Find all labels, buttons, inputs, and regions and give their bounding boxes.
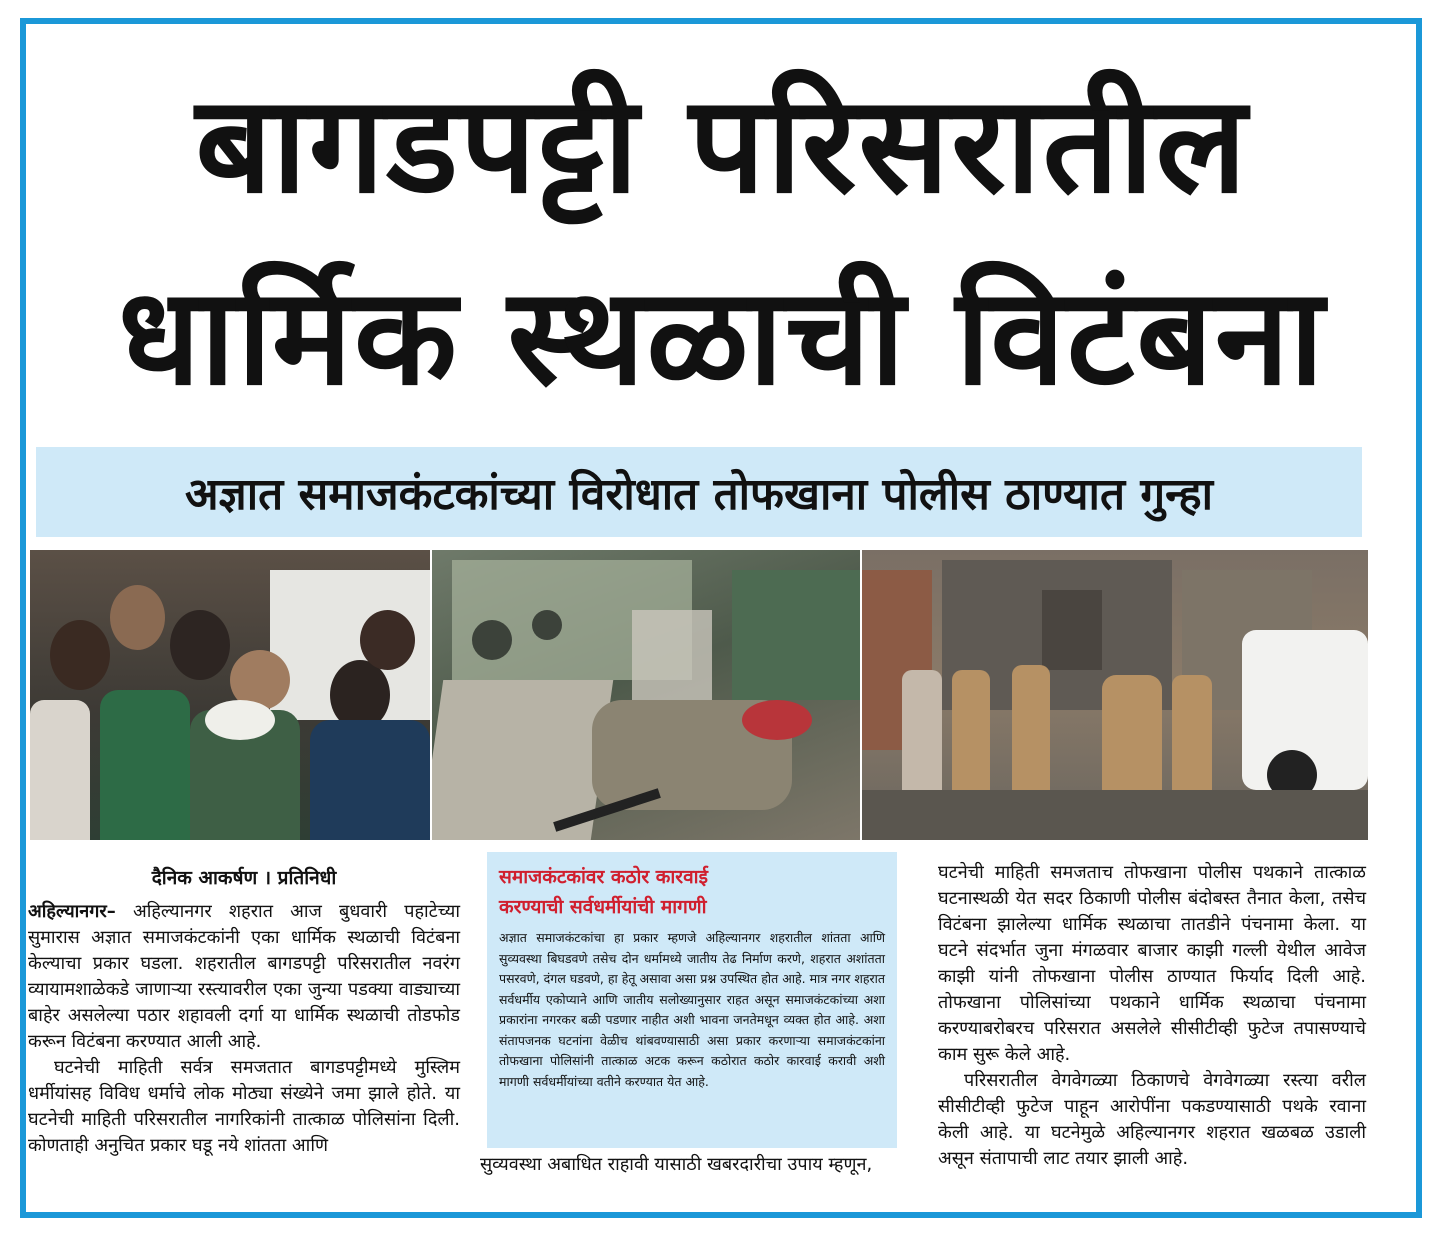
photo-damaged-shrine: [432, 550, 860, 840]
column3-para2: परिसरातील वेगवेगळ्या ठिकाणचे वेगवेगळ्या रस्त्या वरील सीसीटीव्ही फुटेज पाहून आरोपींना पकडण्यासाठी पथके रवाना केली आहे. या घटनेमुळे अहिल्यानगर शहरात खळबळ उडाली असून संतापाची लाट तयार झाली आहे.: [938, 1070, 1366, 1169]
subheadline: अज्ञात समाजकंटकांच्या विरोधात तोफखाना पोलीस ठाण्यात गुन्हा: [184, 469, 1214, 520]
column1-para2: घटनेची माहिती सर्वत्र समजतात बागडपट्टीमध्ये मुस्लिम धर्मीयांसह विविध धर्माचे लोक मोठ्या संख्येने जमा झाले होते. या घटनेची माहिती परिसरातील नागरिकांनी तात्काळ पोलिसांना दिली. कोणताही अनुचित प्रकार घडू नये शांतता आणि: [28, 1057, 460, 1156]
byline: दैनिक आकर्षण । प्रतिनिधी: [151, 867, 337, 889]
column2-tail: सुव्यवस्था अबाधित राहावी यासाठी खबरदारीचा उपाय म्हणून,: [480, 1154, 873, 1175]
article-column-3: [938, 860, 1366, 1172]
column1-para1: [28, 899, 460, 1055]
photo-crowd: [30, 550, 430, 840]
column1-para1-text: अहिल्यानगर शहरात आज बुधवारी पहाटेच्या सुमारास अज्ञात समाजकंटकांनी एका धार्मिक स्थळाची विटंबना केल्याचा प्रकार घडला. शहरातील बागडपट्टी परिसरातील नवरंग व्यायामशाळेकडे जाणाऱ्या रस्त्यावरील एका जुन्या पडक्या वाड्याच्या बाहेर असलेल्या पठार शहावली दर्गा या धार्मिक स्थळाची तोडफोड करून विटंबना करण्यात आली आहे.: [28, 901, 460, 1052]
highlight-box: [487, 852, 897, 1148]
headline-line-2: धार्मिक स्थळाची विटंबना: [118, 259, 1326, 415]
column3-para1: घटनेची माहिती समजताच तोफखाना पोलीस पथकाने तात्काळ घटनास्थळी येत सदर ठिकाणी पोलीस बंदोबस्त तैनात केला, तसेच विटंबना झालेल्या धार्मिक स्थळाचा तातडीने पंचनामा केला. या घटने संदर्भात जुना मंगळवार बाजार काझी गल्ली येथील आवेज काझी यांनी तोफखाना पोलीस ठाण्यात फिर्याद दिली आहे. तोफखाना पोलिसांच्या पथकाने धार्मिक स्थळाचा पंचनामा करण्याबरोबरच परिसरात असलेले सीसीटीव्ही फुटेज तपासण्याचे काम सुरू केले आहे.: [938, 862, 1366, 1065]
box-body: अज्ञात समाजकंटकांचा हा प्रकार म्हणजे अहिल्यानगर शहरातील शांतता आणि सुव्यवस्था बिघडवणे तसेच दोन धर्मामध्ये जातीय तेढ निर्माण करणे, शहरात अशांतता पसरवणे, दंगल घडवणे, हा हेतू असावा असा प्रश्न उपस्थित होत आहे. मात्र नगर शहरात सर्वधर्मीय एकोप्याने आणि जातीय सलोख्यानुसार राहत असून समाजकंटकांच्या अशा प्रकारांना नगरकर बळी पडणार नाहीत अशी भावना जनतेमधून व्यक्त होत आहे. अशा संतापजनक घटनांना वेळीच थांबवण्यासाठी असा प्रकार करणाऱ्या समाजकंटकांना तोफखाना पोलिसांनी तात्काळ अटक करून कठोरात कठोर कारवाई करावी अशी मागणी सर्वधर्मीयांच्या वतीने करण्यात येत आहे.: [499, 930, 885, 1089]
article-column-1: [28, 865, 460, 1159]
headline-line-1: बागडपट्टी परिसरातील: [195, 67, 1249, 223]
box-title-line-1: समाजकंटकांवर कठोर कारवाई: [499, 866, 708, 888]
dateline: अहिल्यानगर–: [28, 901, 116, 922]
photo-police-at-site: [862, 550, 1368, 840]
subheadline-band: [36, 447, 1362, 537]
box-title-line-2: करण्याची सर्वधर्मीयांची मागणी: [499, 896, 707, 918]
